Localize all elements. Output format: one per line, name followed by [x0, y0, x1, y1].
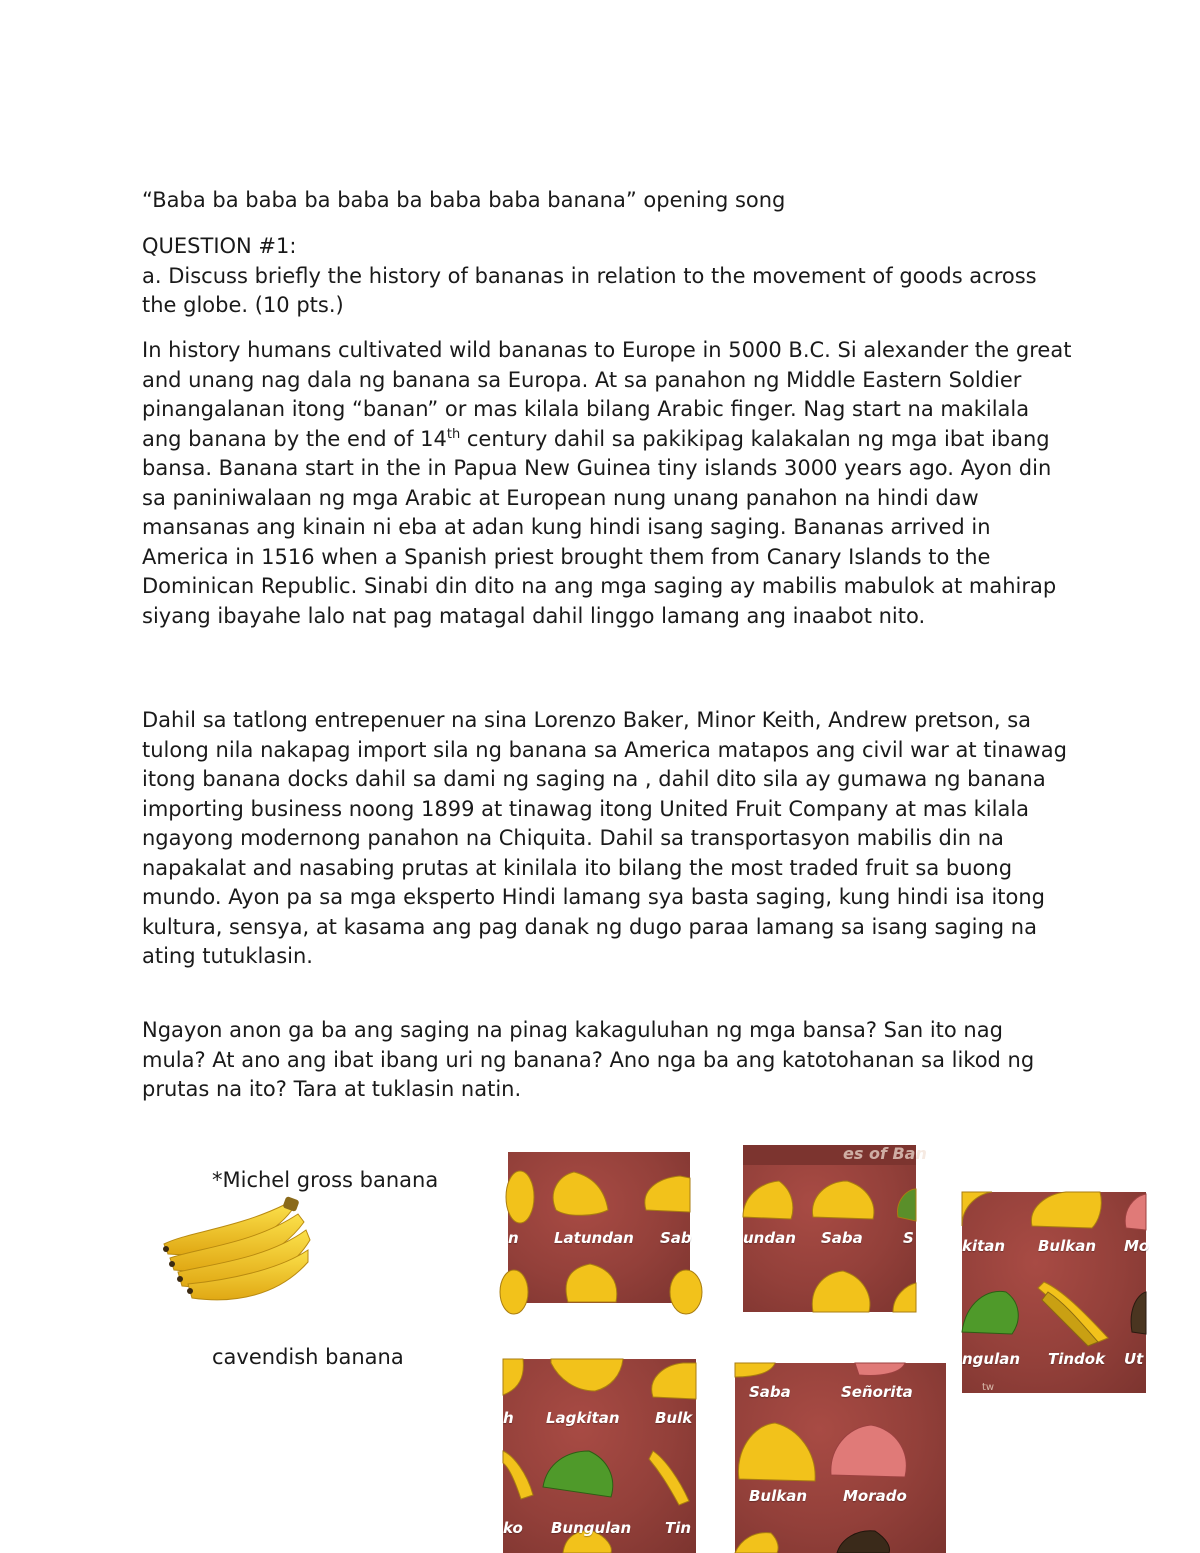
- variety-label: Lagkitan: [546, 1409, 620, 1427]
- variety-label: Latundan: [554, 1229, 634, 1247]
- variety-label: Tin: [665, 1519, 692, 1537]
- caption-cavendish: cavendish banana: [212, 1345, 404, 1369]
- variety-label: n: [508, 1229, 519, 1247]
- variety-label: Sab: [660, 1229, 692, 1247]
- paragraph-1: [142, 336, 1072, 631]
- question-block: [142, 232, 1072, 321]
- svg-text:tw: tw: [982, 1382, 995, 1393]
- banana-variety-image-5: [735, 1363, 946, 1553]
- banana-variety-image-1: [508, 1152, 690, 1303]
- superscript-th: th: [446, 426, 461, 442]
- question-heading: QUESTION #1:: [142, 234, 297, 258]
- variety-label: Mo: [1124, 1237, 1150, 1255]
- paragraph-1-part-a: In history humans cultivated wild bananas to Europe in 5000 B.C. Si alexander the great and unang nag dala ng banana sa Europa. At sa panahon ng Middle Eastern Soldier pinangalanan itong “banan” or mas kilala bilang Arabic finger. Nag start na makilala ang banana by the end of 14: [142, 338, 1072, 451]
- paragraph-1-part-b: century dahil sa pakikipag kalakalan ng mga ibat ibang bansa. Banana start in the in Papua New Guinea tiny islands 3000 years ago. Ayon din sa paniniwalaan ng mga Arabic at European nung unang panahon na hindi daw mansanas ang kinain ni eba at adan kung hindi isang saging. Bananas arrived in America in 1516 when a Spanish priest brought them from Canary Islands to the Dominican Republic. Sinabi din dito na ang mga saging ay mabilis mabulok at mahirap siyang ibayahe lalo nat pag matagal dahil linggo lamang ang inaabot nito.: [142, 426, 1057, 628]
- opening-song-text: “Baba ba baba ba baba ba baba baba banana” opening song: [142, 188, 786, 212]
- variety-label: Saba: [749, 1383, 791, 1401]
- banana-variety-image-3: [962, 1192, 1150, 1393]
- variety-label: undan: [743, 1229, 796, 1247]
- svg-text:es of Ban: es of Ban: [843, 1144, 927, 1163]
- variety-label: ngulan: [962, 1350, 1021, 1368]
- variety-label: Tindok: [1048, 1350, 1106, 1368]
- variety-label: ko: [503, 1519, 523, 1537]
- variety-label: Ut: [1124, 1350, 1144, 1368]
- variety-label: h: [503, 1409, 514, 1427]
- variety-label: Morado: [843, 1487, 907, 1505]
- variety-label: Bungulan: [551, 1519, 632, 1537]
- question-text: a. Discuss briefly the history of bananas in relation to the movement of goods across the globe. (10 pts.): [142, 263, 1037, 317]
- variety-label: Saba: [821, 1229, 863, 1247]
- variety-label: Bulkan: [749, 1487, 808, 1505]
- banana-variety-image-4: [503, 1359, 696, 1553]
- variety-label: Bulk: [655, 1409, 693, 1427]
- banana-variety-image-2: [743, 1144, 927, 1312]
- variety-label: S: [903, 1229, 914, 1247]
- banana-bunch-image: [158, 1192, 314, 1308]
- paragraph-2-text: Dahil sa tatlong entrepenuer na sina Lorenzo Baker, Minor Keith, Andrew pretson, sa tulong nila nakapag import sila ng banana sa America matapos ang civil war at tinawag itong banana docks dahil sa dami ng saging na , dahil dito sila ay gumawa ng banana importing business noong 1899 at tinawag itong United Fruit Company at mas kilala ngayong modernong panahon na Chiquita. Dahil sa transportasyon mabilis din na napakalat and nasabing prutas at kinilala ito bilang the most traded fruit sa buong mundo. Ayon pa sa mga eksperto Hindi lamang sya basta saging, kung hindi isa itong kultura, sensya, at kasama ang pag danak ng dugo paraa lamang sa isang saging na ating tutuklasin.: [142, 708, 1067, 968]
- variety-label: Señorita: [841, 1383, 913, 1401]
- caption-michel-gross: *Michel gross banana: [212, 1168, 439, 1192]
- paragraph-3: [142, 1016, 1072, 1105]
- banana-illustrations: [508, 1152, 690, 1303]
- opening-song-line: [142, 186, 1072, 216]
- variety-label: Bulkan: [1038, 1237, 1097, 1255]
- variety-label: kitan: [962, 1237, 1006, 1255]
- paragraph-3-text: Ngayon anon ga ba ang saging na pinag kakaguluhan ng mga bansa? San ito nag mula? At ano ang ibat ibang uri ng banana? Ano nga ba ang katotohanan sa likod ng prutas na ito? Tara at tuklasin natin.: [142, 1018, 1035, 1101]
- paragraph-2: [142, 706, 1072, 972]
